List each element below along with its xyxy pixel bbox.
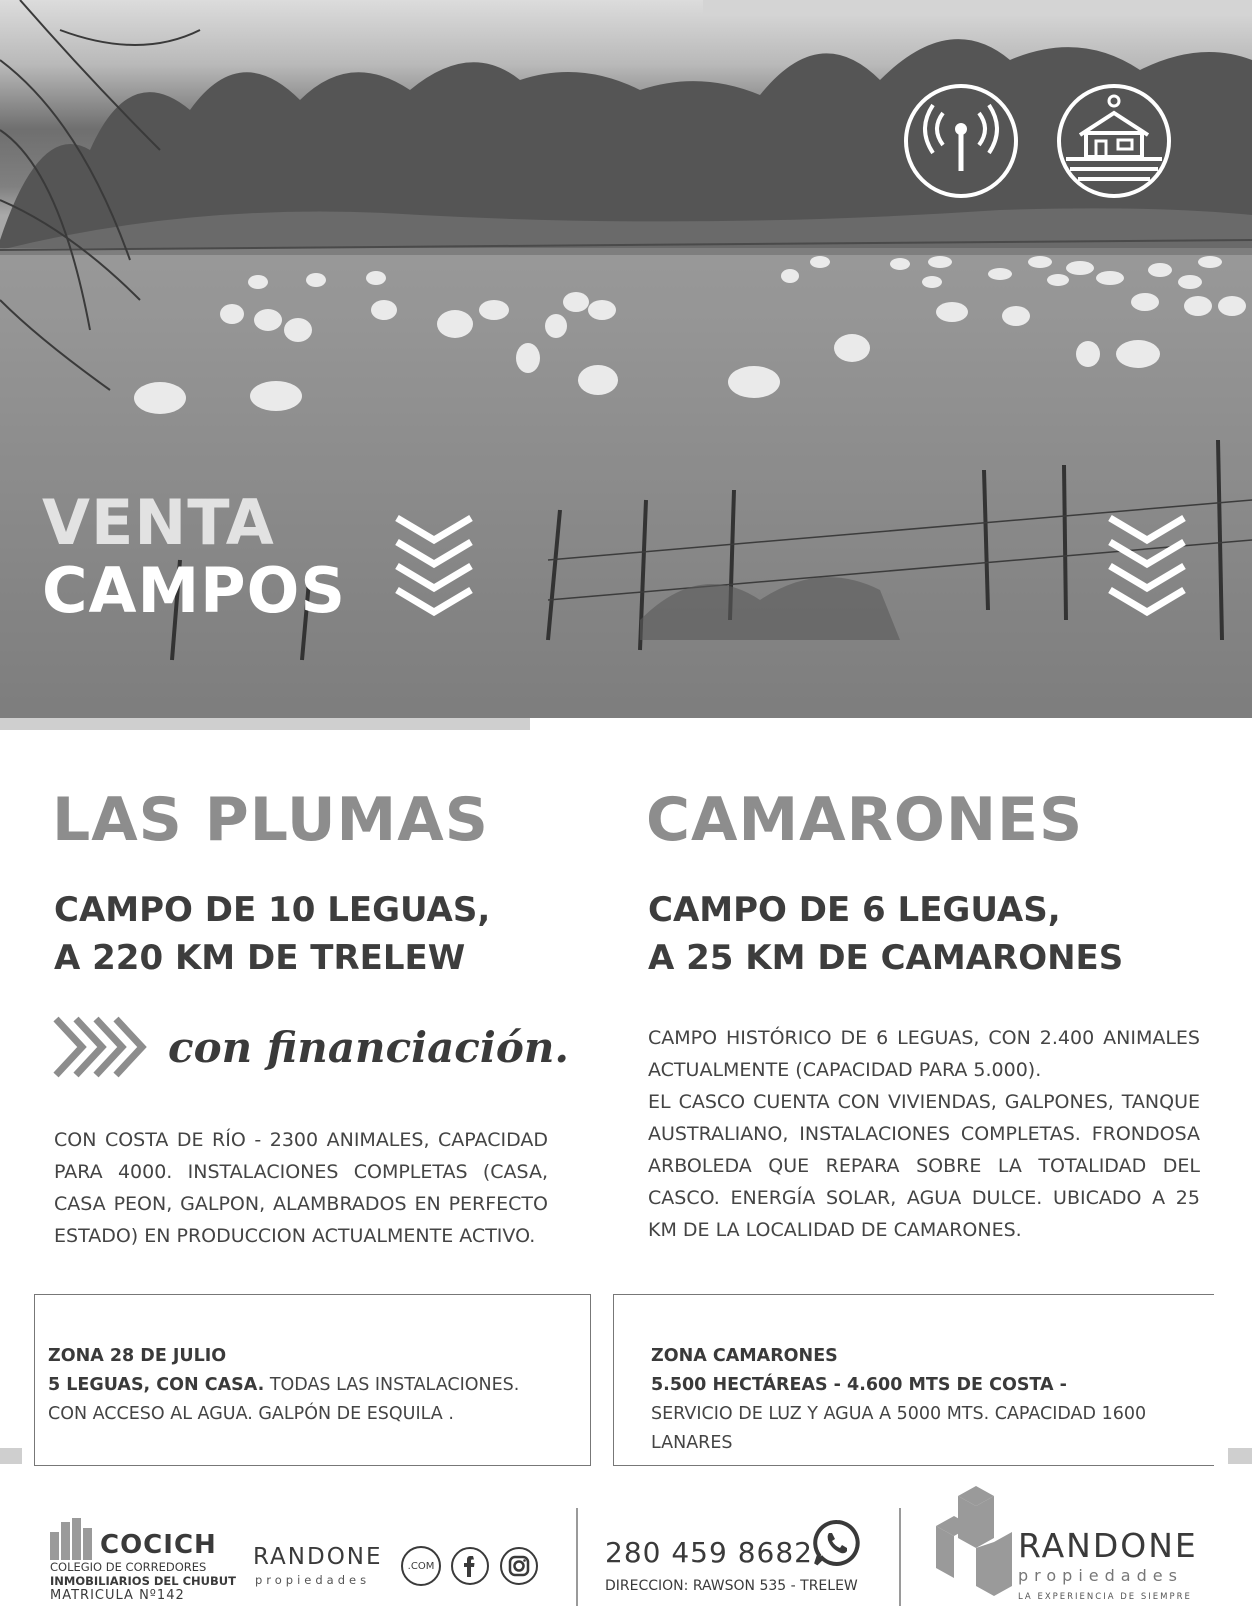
cocich-logo-icon <box>50 1518 100 1560</box>
randone-big-logo: RANDONE <box>1018 1526 1198 1565</box>
facebook-icon[interactable] <box>450 1546 490 1586</box>
phone-number[interactable]: 280 459 8682 <box>605 1536 813 1569</box>
box-left-zone: ZONA 28 DE JULIO <box>48 1346 227 1366</box>
box-right-zone: ZONA CAMARONES <box>651 1346 838 1366</box>
accent-square <box>1228 1448 1252 1464</box>
box-right-line3: LANARES <box>651 1433 733 1453</box>
left-title: LAS PLUMAS <box>52 785 489 855</box>
financing-note: con financiación. <box>168 1023 570 1072</box>
hero-photo <box>0 0 1252 718</box>
randone-tagline: LA EXPERIENCIA DE SIEMPRE <box>1018 1592 1192 1602</box>
accent-strip <box>0 718 530 730</box>
instagram-icon[interactable] <box>499 1546 539 1586</box>
footer-divider <box>576 1508 578 1606</box>
whatsapp-icon[interactable] <box>812 1518 862 1568</box>
right-subtitle-line2: A 25 KM DE CAMARONES <box>648 938 1124 978</box>
office-address: DIRECCION: RAWSON 535 - TRELEW <box>605 1578 858 1594</box>
cocich-matricula: MATRICULA Nº142 <box>50 1588 185 1603</box>
box-left-line2: CON ACCESO AL AGUA. GALPÓN DE ESQUILA . <box>48 1404 454 1424</box>
antenna-signal-icon <box>903 83 1019 199</box>
accent-square <box>0 1448 22 1464</box>
randone-small-sub: propiedades <box>255 1573 371 1587</box>
box-right-line1: 5.500 HECTÁREAS - 4.600 MTS DE COSTA - <box>651 1375 1067 1395</box>
right-subtitle-line1: CAMPO DE 6 LEGUAS, <box>648 890 1061 930</box>
right-description-p1: CAMPO HISTÓRICO DE 6 LEGUAS, CON 2.400 ANIMALES ACTUALMENTE (CAPACIDAD PARA 5.000). <box>648 1027 1200 1081</box>
cocich-line1: COLEGIO DE CORREDORES <box>50 1560 207 1574</box>
hero-title-line1: VENTA <box>42 486 275 559</box>
chevron-down-icon <box>1106 512 1188 622</box>
top-accent-bar <box>703 0 1252 16</box>
chevron-down-icon <box>393 512 475 622</box>
cocich-name: COCICH <box>100 1530 217 1560</box>
left-subtitle-line1: CAMPO DE 10 LEGUAS, <box>54 890 491 930</box>
hero-title-line2: CAMPOS <box>42 554 346 627</box>
footer-divider <box>899 1508 901 1606</box>
randone-small-logo: RANDONE <box>253 1544 383 1570</box>
randone-logo-icon <box>936 1486 1016 1596</box>
cocich-line2: INMOBILIARIOS DEL CHUBUT <box>50 1574 236 1588</box>
left-subtitle-line2: A 220 KM DE TRELEW <box>54 938 466 978</box>
box-left-line1: 5 LEGUAS, CON CASA. TODAS LAS INSTALACIONES. <box>48 1375 520 1395</box>
house-field-icon <box>1056 83 1172 199</box>
right-description-p2: EL CASCO CUENTA CON VIVIENDAS, GALPONES, TANQUE AUSTRALIANO, INSTALACIONES COMPLETAS. FRONDOSA ARBOLEDA QUE REPARA SOBRE LA TOTALIDAD DEL CASCO. ENERGÍA SOLAR, AGUA DULCE. UBICADO A 25 KM DE LA LOCALIDAD DE CAMARONES. <box>648 1091 1200 1241</box>
randone-big-sub: propiedades <box>1018 1566 1183 1585</box>
website-link[interactable]: .COM <box>401 1546 441 1586</box>
right-title: CAMARONES <box>646 785 1084 855</box>
box-right-line2: SERVICIO DE LUZ Y AGUA A 5000 MTS. CAPACIDAD 1600 <box>651 1404 1147 1424</box>
left-description: CON COSTA DE RÍO - 2300 ANIMALES, CAPACIDAD PARA 4000. INSTALACIONES COMPLETAS (CASA, CASA PEON, GALPON, ALAMBRADOS EN PERFECTO ESTADO) EN PRODUCCION ACTUALMENTE ACTIVO. <box>54 1129 548 1247</box>
chevron-right-icon <box>52 1015 152 1079</box>
